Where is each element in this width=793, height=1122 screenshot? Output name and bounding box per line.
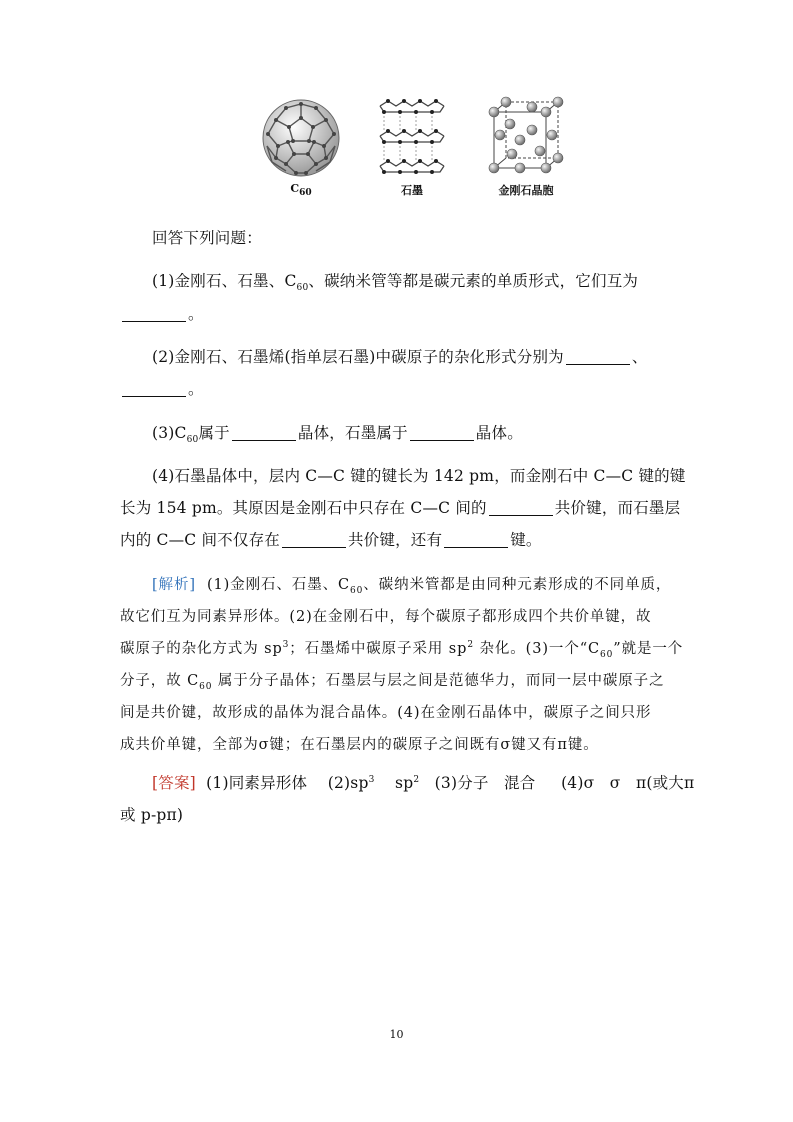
question-intro: 回答下列问题： [152,229,262,247]
analysis-line-3: 碳原子的杂化方式为 $sp^3$；石墨烯中碳原子采用 $sp^2$ 杂化。(3)一个“$C_{60}$”就是一个 [120,640,684,660]
answer-line-1: [答案] (1)同素异形体 $(2)sp^3$ $sp^2$ (3)分子 混合 (4)σ σ π(或大π [152,774,695,792]
analysis-line-2: 故它们互为同素异形体。(2)在金刚石中，每个碳原子都形成四个共价单键，故 [120,609,652,625]
diamond-caption: 金刚石晶胞 [498,184,554,197]
answer-blank [122,381,186,398]
page-number: 10 [389,1028,404,1041]
answer-blank [410,425,474,442]
c60-molecule-image [258,96,344,180]
analysis-tag: [解析] [152,577,196,593]
diamond-figure [488,96,564,198]
answer-blank [232,425,296,442]
question-2-line-2: 。 [120,377,204,399]
answer-blank [282,532,346,549]
analysis-line-5: 间是共价键，故形成的晶体为混合晶体。(4)在金刚石晶体中，碳原子之间只形 [120,705,652,721]
structure-figures [258,96,568,200]
answer-blank [489,500,553,517]
answer-blank [566,349,630,366]
question-1-line-2: 。 [120,302,204,324]
c60-figure [258,96,344,198]
analysis-line-1: [解析] (1)金刚石、石墨、$C_{60}$、碳纳米管都是由同种元素形成的不同单质， [152,577,672,596]
graphite-figure [376,96,448,198]
answer-blank [444,532,508,549]
c60-caption: $C_{60}$ [290,182,312,199]
analysis-line-6: 成共价单键，全部为σ键；在石墨层内的碳原子之间既有σ键又有π键。 [120,737,599,753]
question-4-line-1: (4)石墨晶体中，层内 C—C 键的键长为 142 pm，而金刚石中 C—C 键的键 [152,467,686,485]
answer-tag: [答案] [152,774,196,792]
question-2-line-1: (2)金刚石、石墨烯(指单层石墨)中碳原子的杂化形式分别为 、 [152,348,648,366]
answer-line-2: 或 p-pπ) [120,806,184,824]
question-3: $(3)C_{60}$属于 晶体，石墨属于 晶体。 [152,424,523,446]
question-4-line-2: 长为 154 pm。其原因是金刚石中只存在 C—C 间的 共价键，而石墨层 [120,499,681,517]
diamond-cell-image [488,96,564,180]
graphite-caption: 石墨 [401,184,423,197]
answer-blank [122,306,186,323]
question-1-line-1: (1)金刚石、石墨、$C_{60}$、碳纳米管等都是碳元素的单质形式，它们互为 [152,272,639,294]
question-4-line-3: 内的 C—C 间不仅存在 共价键，还有 键。 [120,531,542,549]
graphite-structure-image [376,96,448,180]
analysis-line-4: 分子，故 $C_{60}$ 属于分子晶体；石墨层与层之间是范德华力，而同一层中碳原子之 [120,673,665,692]
